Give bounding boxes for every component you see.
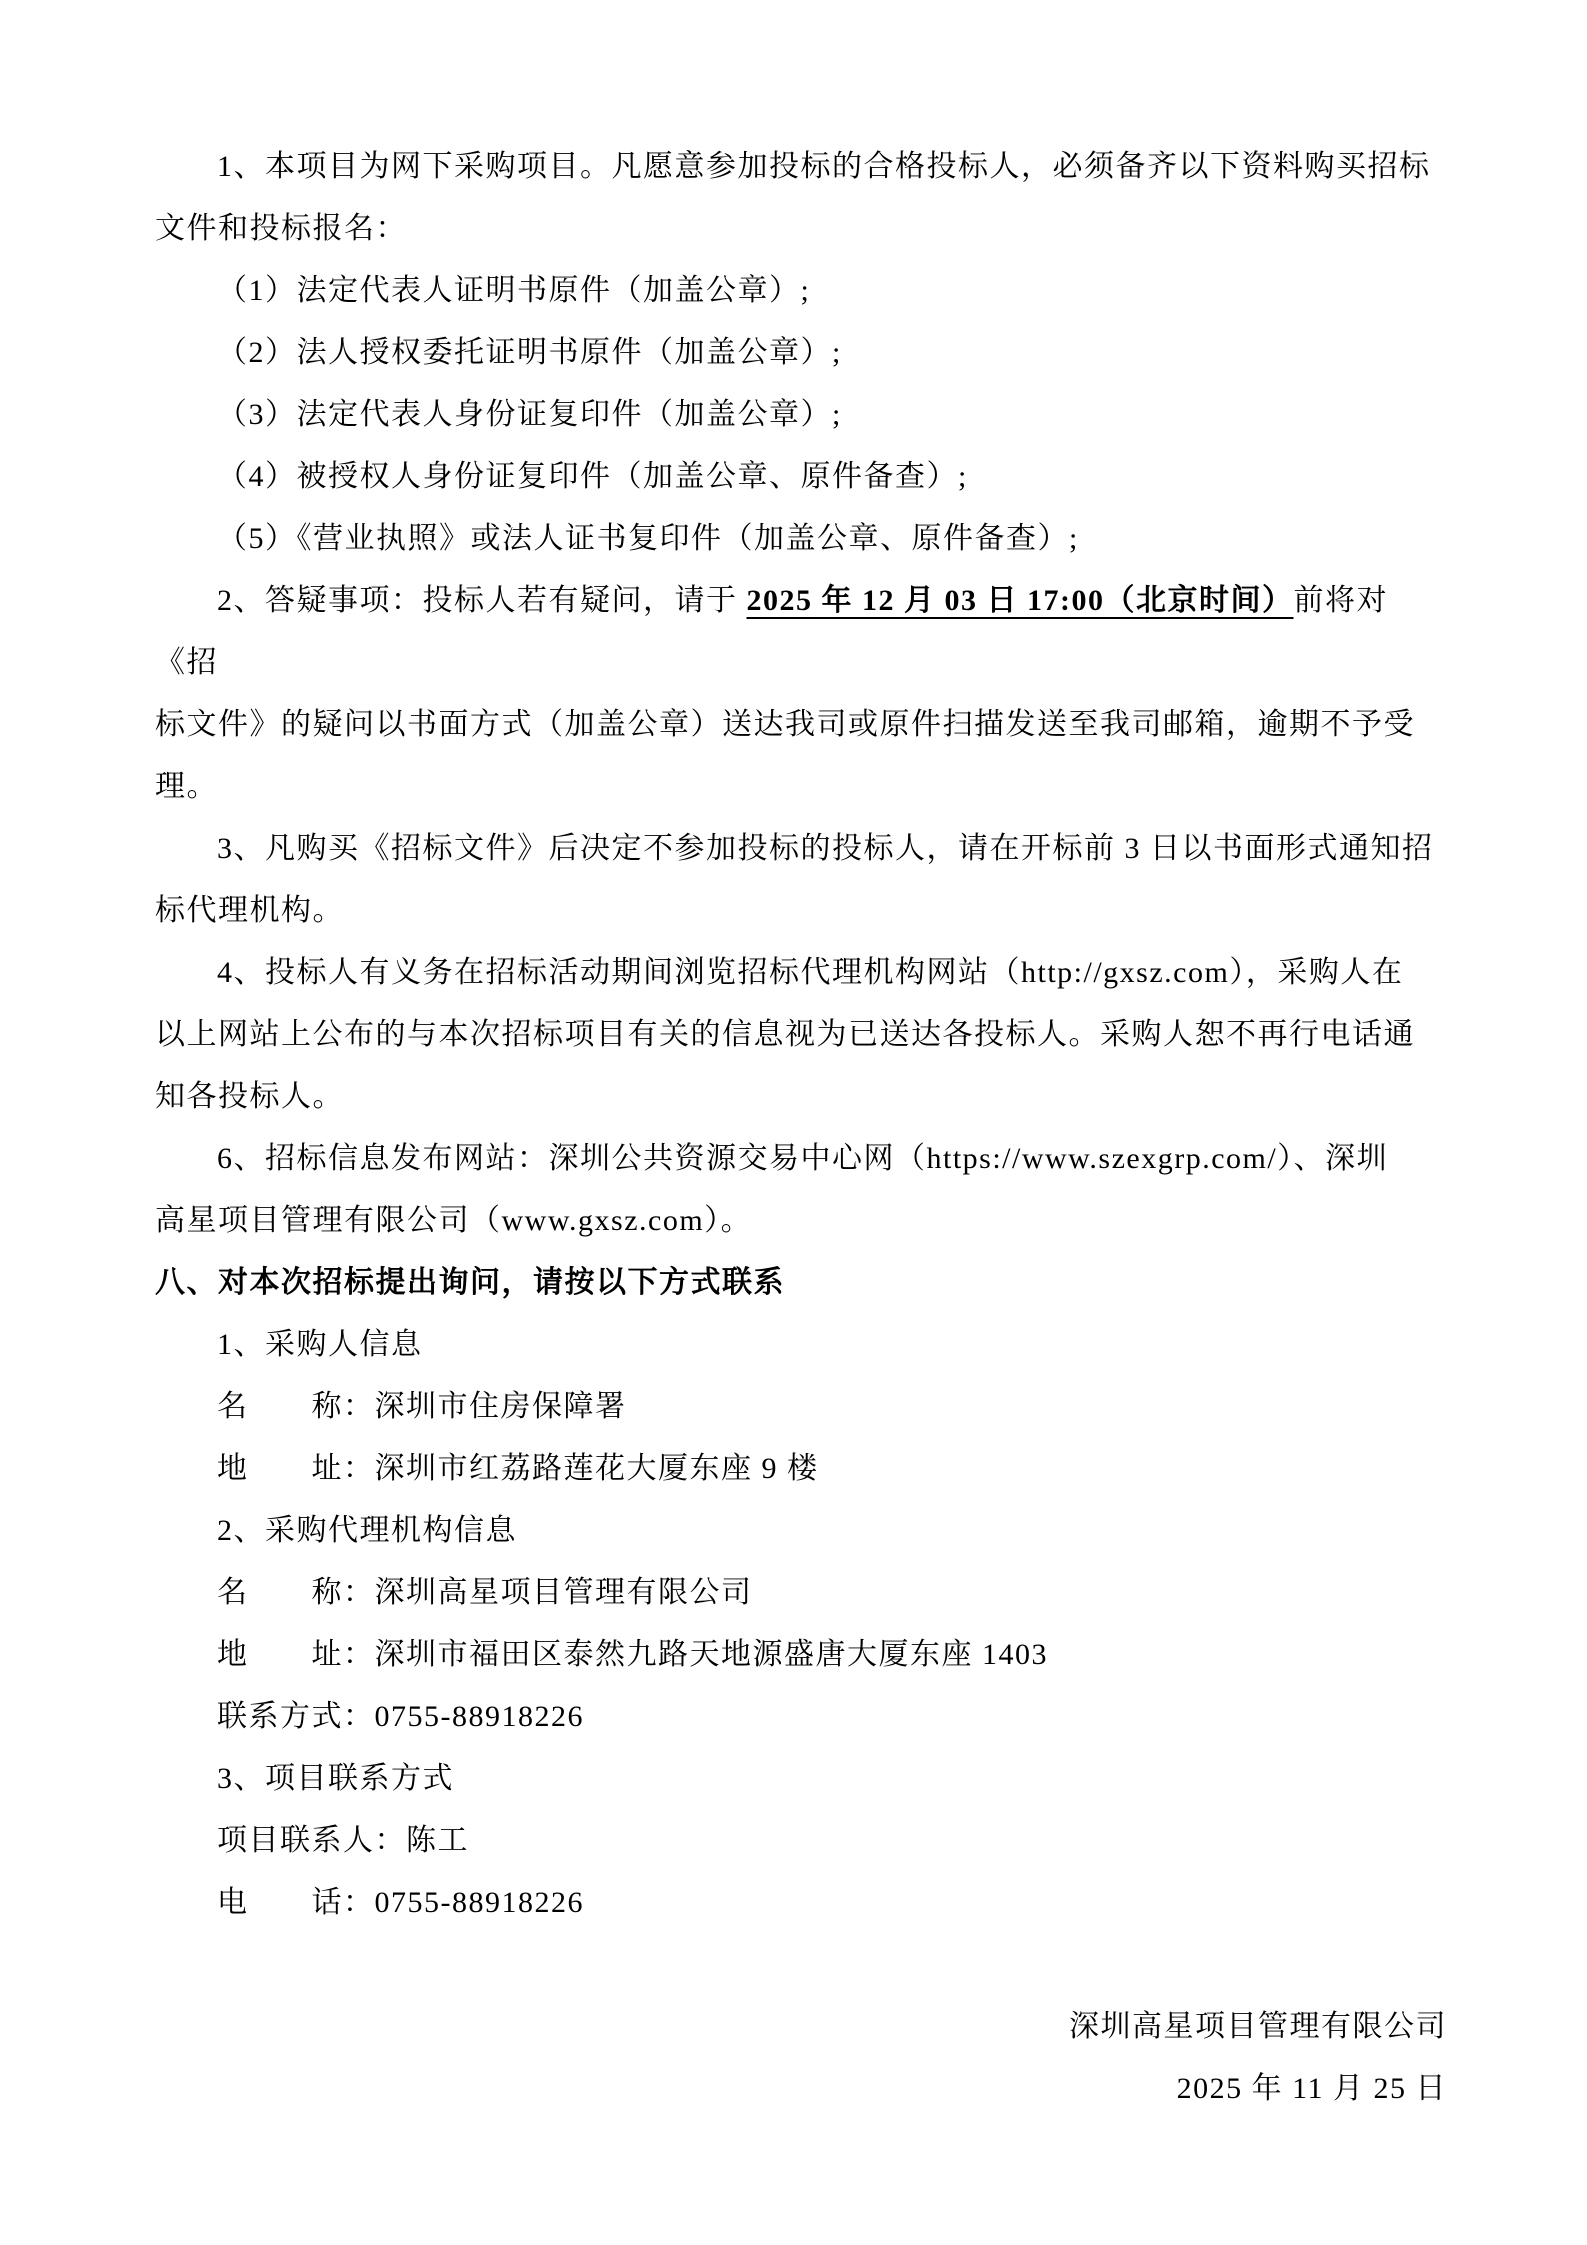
required-item-3 [155, 384, 1447, 446]
text-run: （2）法人授权委托证明书原件（加盖公章）; [217, 336, 842, 369]
para-1-line-2 [155, 198, 1447, 260]
required-item-1 [155, 260, 1447, 322]
required-item-2 [155, 322, 1447, 384]
purchaser-info-heading [155, 1314, 1447, 1376]
text-run: 名 称：深圳高星项目管理有限公司 [217, 1576, 753, 1609]
signature-company [155, 1996, 1447, 2058]
text-run: 八、对本次招标提出询问，请按以下方式联系 [155, 1266, 785, 1299]
agency-contact-phone [155, 1686, 1447, 1748]
text-run: 标文件》的疑问以书面方式（加盖公章）送达我司或原件扫描发送至我司邮箱，逾期不予受 [155, 708, 1415, 741]
text-run: 1、采购人信息 [217, 1328, 423, 1361]
blank-line [155, 1934, 1447, 1996]
text-run: 文件和投标报名： [155, 212, 407, 245]
para-4-line-3 [155, 1066, 1447, 1128]
text-run: 前将对《招 [155, 584, 1388, 679]
text-run: （5）《营业执照》或法人证书复印件（加盖公章、原件备查）; [217, 522, 1079, 555]
para-2-line-1 [155, 570, 1447, 694]
text-run: （4）被授权人身份证复印件（加盖公章、原件备查）; [217, 460, 968, 493]
text-run: 地 址：深圳市红荔路莲花大厦东座 9 楼 [217, 1452, 819, 1485]
signature-date [155, 2058, 1447, 2120]
text-run: 项目联系人：陈工 [217, 1824, 469, 1857]
text-run: 联系方式：0755-88918226 [217, 1700, 584, 1733]
text-run: 深圳高星项目管理有限公司 [1069, 2010, 1447, 2043]
required-item-4 [155, 446, 1447, 508]
text-run: 4、投标人有义务在招标活动期间浏览招标代理机构网站（http://gxsz.com），采购人在 [217, 956, 1404, 989]
text-run: 高星项目管理有限公司（www.gxsz.com）。 [155, 1204, 753, 1237]
para-1-line-1 [155, 136, 1447, 198]
project-contact-phone [155, 1872, 1447, 1934]
text-run: 6、招标信息发布网站：深圳公共资源交易中心网（https://www.szexgrp.com/）、深圳 [217, 1142, 1389, 1175]
project-contact-heading [155, 1748, 1447, 1810]
text-run: 知各投标人。 [155, 1080, 344, 1113]
text-run: 以上网站上公布的与本次招标项目有关的信息视为已送达各投标人。采购人恕不再行电话通 [155, 1018, 1415, 1051]
para-6-line-1 [155, 1128, 1447, 1190]
para-6-line-2 [155, 1190, 1447, 1252]
para-3-line-2 [155, 880, 1447, 942]
text-run: 1、本项目为网下采购项目。凡愿意参加投标的合格投标人，必须备齐以下资料购买招标 [217, 150, 1431, 183]
text-run: 名 称：深圳市住房保障署 [217, 1390, 627, 1423]
para-2-line-3 [155, 756, 1447, 818]
text-run: 标代理机构。 [155, 894, 344, 927]
text-run: 电 话：0755-88918226 [217, 1886, 584, 1919]
text-run: 2025 年 11 月 25 日 [1176, 2072, 1447, 2105]
text-run: 3、项目联系方式 [217, 1762, 454, 1795]
text-run: 3、凡购买《招标文件》后决定不参加投标的投标人，请在开标前 3 日以书面形式通知招 [217, 832, 1434, 865]
agency-info-heading [155, 1500, 1447, 1562]
deadline-highlight: 2025 年 12 月 03 日 17:00（北京时间） [746, 584, 1294, 617]
text-run: 2、答疑事项：投标人若有疑问，请于 [217, 584, 747, 617]
para-4-line-2 [155, 1004, 1447, 1066]
section-8-heading [155, 1252, 1447, 1314]
agency-address [155, 1624, 1447, 1686]
text-run: 理。 [155, 770, 218, 803]
required-item-5 [155, 508, 1447, 570]
project-contact-person [155, 1810, 1447, 1872]
text-run: 2、采购代理机构信息 [217, 1514, 517, 1547]
para-4-line-1 [155, 942, 1447, 1004]
para-2-line-2 [155, 694, 1447, 756]
text-run: 地 址：深圳市福田区泰然九路天地源盛唐大厦东座 1403 [217, 1638, 1048, 1671]
para-3-line-1 [155, 818, 1447, 880]
purchaser-name [155, 1376, 1447, 1438]
text-run: （3）法定代表人身份证复印件（加盖公章）; [217, 398, 842, 431]
purchaser-address [155, 1438, 1447, 1500]
text-run: （1）法定代表人证明书原件（加盖公章）; [217, 274, 811, 307]
agency-name [155, 1562, 1447, 1624]
